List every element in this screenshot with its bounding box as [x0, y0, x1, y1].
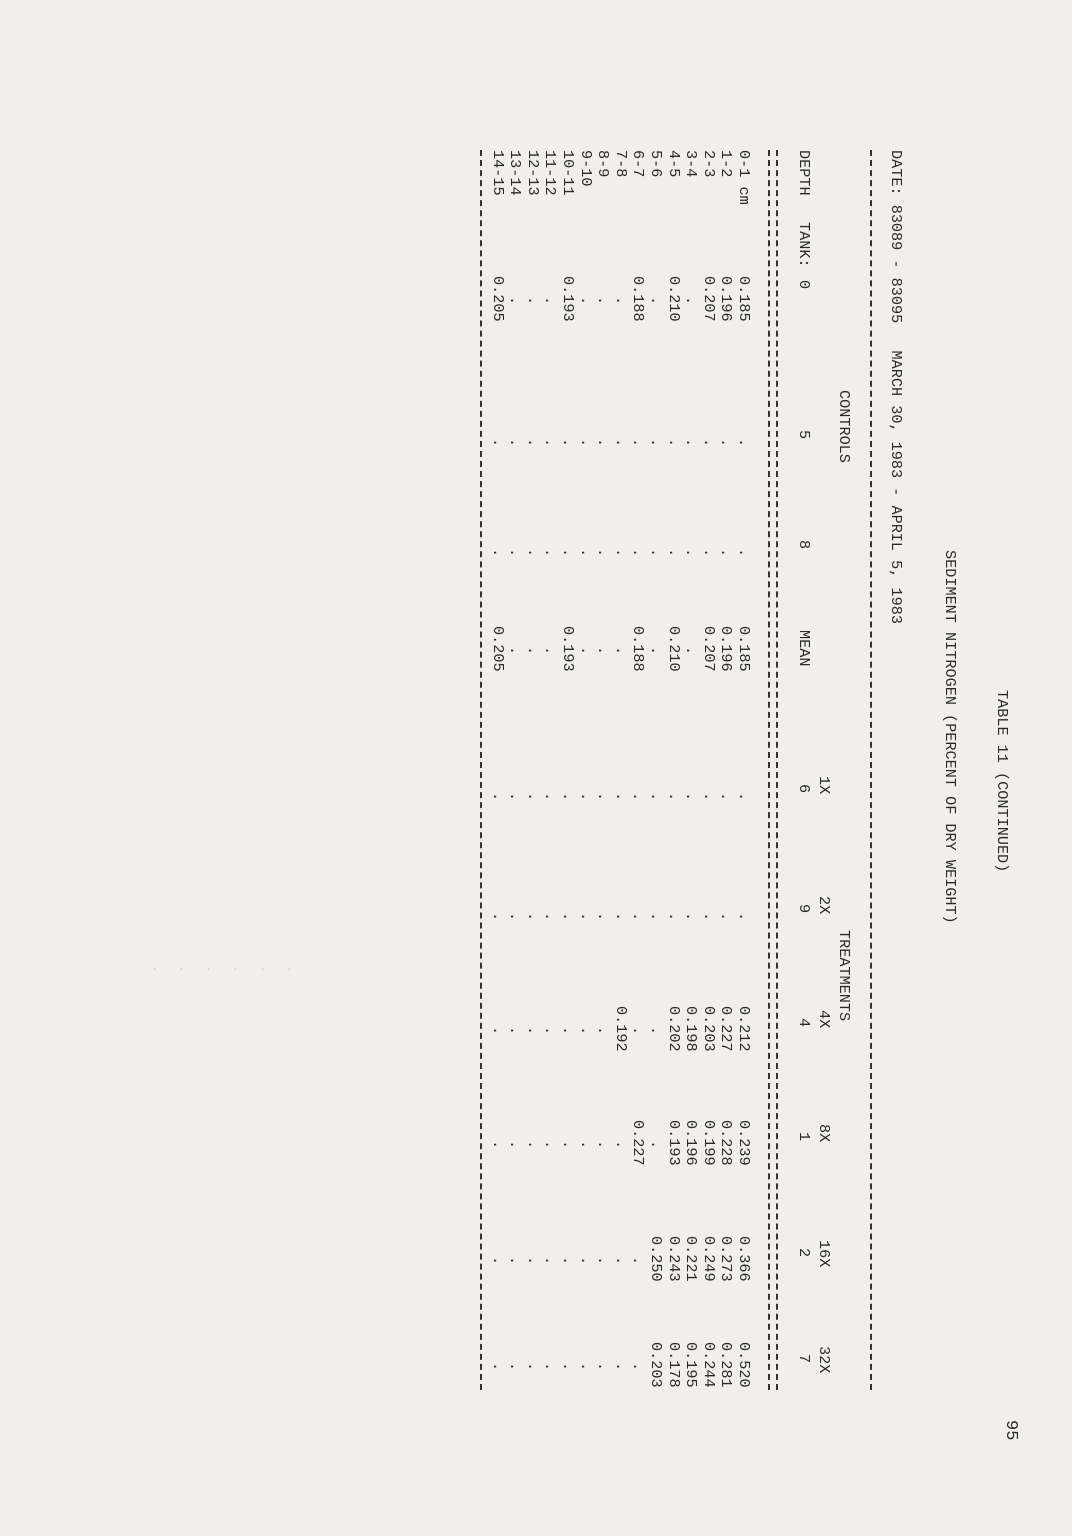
table-cell: . — [576, 296, 595, 306]
table-cell: 0.199 — [699, 1120, 718, 1166]
table-cell: . — [647, 438, 665, 448]
table-cell: 0.207 — [699, 276, 718, 322]
table-cell: . — [682, 438, 701, 448]
table-cell: . — [682, 296, 701, 306]
row-depth: 7-8 — [611, 150, 630, 178]
top-dashed-rule — [870, 150, 872, 1390]
table-cell: . — [717, 438, 736, 448]
column-tank-5: 9 — [795, 904, 813, 914]
table-cell: . — [647, 296, 665, 306]
table-cell: 0.366 — [735, 1236, 753, 1282]
table-cell: . — [611, 1256, 630, 1266]
table-cell: . — [647, 1140, 665, 1150]
table-cell: . — [541, 646, 560, 656]
table-cell: 0.239 — [735, 1120, 753, 1166]
table-cell: . — [576, 1026, 595, 1036]
table-cell: 0.227 — [629, 1120, 648, 1166]
table-cell: . — [559, 1026, 577, 1036]
depth-header: DEPTH — [795, 150, 813, 196]
table-cell: . — [488, 1256, 507, 1266]
table-cell: . — [647, 646, 665, 656]
table-cell: . — [699, 912, 718, 922]
table-cell: . — [594, 792, 613, 802]
table-cell: . — [629, 1256, 648, 1266]
column-tank-2: 8 — [795, 540, 813, 550]
table-cell: . — [594, 1026, 613, 1036]
table-cell: . — [664, 438, 683, 448]
table-cell: . — [594, 1140, 613, 1150]
header-dashed-rule-1 — [776, 150, 778, 1390]
table-cell: . — [594, 1256, 613, 1266]
table-cell: . — [559, 792, 577, 802]
table-cell: . — [523, 1256, 542, 1266]
table-cell: . — [506, 792, 525, 802]
table-cell: . — [682, 548, 701, 558]
group-treatments: TREATMENTS — [835, 930, 853, 1022]
table-cell: . — [541, 296, 560, 306]
column-multiplier-6: 4X — [815, 1010, 833, 1029]
column-tank-0: 0 — [795, 280, 813, 290]
table-cell: . — [699, 438, 718, 448]
table-cell: . — [506, 438, 525, 448]
table-cell: 0.196 — [682, 1120, 701, 1166]
column-multiplier-8: 16X — [815, 1240, 833, 1268]
header-dashed-rule-2 — [768, 150, 770, 1390]
table-cell: . — [506, 1140, 525, 1150]
row-depth: 5-6 — [647, 150, 665, 178]
row-depth: 3-4 — [682, 150, 701, 178]
table-cell: 0.188 — [629, 626, 648, 672]
table-cell: . — [576, 912, 595, 922]
column-tank-7: 1 — [795, 1132, 813, 1142]
table-cell: . — [559, 1362, 577, 1372]
table-cell: . — [488, 1140, 507, 1150]
tank-label: TANK: — [795, 222, 813, 268]
table-cell: . — [647, 1026, 665, 1036]
table-cell: 0.227 — [717, 1006, 736, 1052]
table-cell: . — [611, 1362, 630, 1372]
table-cell: . — [682, 646, 701, 656]
table-cell: . — [717, 912, 736, 922]
rotated-table-sheet — [70, 90, 1011, 1410]
table-cell: . — [682, 792, 701, 802]
table-cell: . — [717, 792, 736, 802]
table-cell: . — [735, 438, 753, 448]
table-cell: . — [735, 912, 753, 922]
table-cell: . — [523, 296, 542, 306]
table-cell: . — [559, 548, 577, 558]
table-cell: . — [664, 792, 683, 802]
row-depth: 9-10 — [576, 150, 595, 187]
table-cell: 0.210 — [664, 626, 683, 672]
table-cell: . — [576, 438, 595, 448]
column-tank-9: 7 — [795, 1354, 813, 1364]
table-cell: . — [506, 912, 525, 922]
table-cell: . — [506, 548, 525, 558]
table-cell: . — [506, 296, 525, 306]
table-cell: . — [647, 548, 665, 558]
row-depth: 4-5 — [664, 150, 683, 178]
row-depth: 11-12 — [541, 150, 560, 196]
column-multiplier-9: 32X — [815, 1346, 833, 1374]
table-cell: 0.520 — [735, 1342, 753, 1388]
table-cell: . — [699, 792, 718, 802]
table-cell: . — [594, 1362, 613, 1372]
table-cell: 0.192 — [611, 1006, 630, 1052]
table-cell: 0.249 — [699, 1236, 718, 1282]
row-depth: 1-2 — [717, 150, 736, 178]
table-cell: . — [506, 646, 525, 656]
table-cell: . — [541, 1026, 560, 1036]
table-cell: . — [629, 1362, 648, 1372]
table-cell: . — [559, 438, 577, 448]
table-cell: 0.185 — [735, 626, 753, 672]
table-cell: . — [629, 438, 648, 448]
table-cell: . — [576, 548, 595, 558]
column-tank-6: 4 — [795, 1018, 813, 1028]
table-cell: . — [576, 646, 595, 656]
row-depth: 2-3 — [699, 150, 718, 178]
table-cell: 0.195 — [682, 1342, 701, 1388]
date-line — [887, 150, 904, 624]
row-depth: 12-13 — [523, 150, 542, 196]
table-cell: . — [488, 792, 507, 802]
table-cell: 0.221 — [682, 1236, 701, 1282]
table-cell: . — [559, 1256, 577, 1266]
table-cell: 0.202 — [664, 1006, 683, 1052]
table-cell: . — [594, 912, 613, 922]
table-cell: 0.207 — [699, 626, 718, 672]
table-cell: . — [523, 548, 542, 558]
table-cell: . — [488, 548, 507, 558]
table-cell: . — [699, 548, 718, 558]
column-tank-4: 6 — [795, 784, 813, 794]
bleed-through-decoration: · · · · · · — [150, 960, 295, 977]
table-cell: . — [541, 792, 560, 802]
date-text: MARCH 30, 1983 - APRIL 5, 1983 — [887, 350, 905, 624]
date-range: 83089 - 83095 — [887, 204, 905, 324]
group-controls: CONTROLS — [835, 390, 853, 463]
table-cell: . — [559, 912, 577, 922]
table-cell: 0.243 — [664, 1236, 683, 1282]
table-cell: . — [523, 912, 542, 922]
column-multiplier-4: 1X — [815, 776, 833, 795]
table-cell: . — [488, 438, 507, 448]
table-cell: . — [611, 912, 630, 922]
table-cell: 0.193 — [559, 276, 577, 322]
table-cell: 0.281 — [717, 1342, 736, 1388]
table-cell: . — [664, 548, 683, 558]
table-cell: . — [488, 1362, 507, 1372]
table-cell: . — [594, 646, 613, 656]
row-depth: 8-9 — [594, 150, 613, 178]
table-cell: . — [523, 1026, 542, 1036]
table-cell: . — [559, 1140, 577, 1150]
table-cell: . — [629, 912, 648, 922]
table-cell: . — [682, 912, 701, 922]
column-multiplier-5: 2X — [815, 896, 833, 915]
table-cell: . — [629, 548, 648, 558]
table-cell: . — [664, 912, 683, 922]
table-cell: 0.205 — [488, 626, 507, 672]
table-cell: 0.193 — [559, 626, 577, 672]
table-cell: . — [576, 1256, 595, 1266]
table-cell: . — [541, 548, 560, 558]
table-cell: 0.196 — [717, 626, 736, 672]
table-cell: . — [523, 1362, 542, 1372]
table-cell: . — [735, 792, 753, 802]
table-cell: . — [541, 1362, 560, 1372]
row-depth: 6-7 — [629, 150, 648, 178]
table-cell: 0.228 — [717, 1120, 736, 1166]
table-cell: . — [629, 792, 648, 802]
bottom-dashed-rule — [480, 150, 482, 1390]
table-cell: . — [647, 912, 665, 922]
table-cell: . — [506, 1256, 525, 1266]
table-cell: . — [611, 296, 630, 306]
table-cell: . — [629, 1026, 648, 1036]
table-cell: . — [523, 438, 542, 448]
page-number: 95 — [1001, 1420, 1020, 1441]
table-cell: 0.193 — [664, 1120, 683, 1166]
table-cell: 0.198 — [682, 1006, 701, 1052]
table-cell: . — [541, 1256, 560, 1266]
table-cell: . — [594, 438, 613, 448]
table-cell: 0.210 — [664, 276, 683, 322]
table-title: TABLE 11 (CONTINUED) — [993, 690, 1011, 873]
table-cell: . — [523, 646, 542, 656]
table-cell: . — [506, 1026, 525, 1036]
table-cell: 0.203 — [647, 1342, 665, 1388]
table-cell: . — [576, 792, 595, 802]
date-label: DATE: — [887, 150, 905, 196]
table-cell: 0.205 — [488, 276, 507, 322]
column-tank-8: 2 — [795, 1248, 813, 1258]
row-depth: 10-11 — [559, 150, 577, 196]
table-cell: 0.188 — [629, 276, 648, 322]
table-cell: . — [594, 548, 613, 558]
row-depth: 14-15 — [488, 150, 507, 196]
table-cell: 0.178 — [664, 1342, 683, 1388]
table-cell: 0.203 — [699, 1006, 718, 1052]
table-cell: 0.250 — [647, 1236, 665, 1282]
table-cell: . — [611, 548, 630, 558]
row-depth: 13-14 — [506, 150, 525, 196]
table-cell: . — [541, 438, 560, 448]
table-cell: . — [611, 792, 630, 802]
table-cell: . — [541, 912, 560, 922]
table-cell: . — [735, 548, 753, 558]
column-tank-1: 5 — [795, 430, 813, 440]
table-cell: . — [506, 1362, 525, 1372]
table-cell: 0.185 — [735, 276, 753, 322]
table-cell: . — [611, 438, 630, 448]
table-cell: . — [488, 912, 507, 922]
table-cell: 0.196 — [717, 276, 736, 322]
table-cell: 0.212 — [735, 1006, 753, 1052]
table-cell: . — [576, 1362, 595, 1372]
table-cell: . — [611, 646, 630, 656]
table-cell: . — [647, 792, 665, 802]
row-depth: 0-1 cm — [735, 150, 753, 205]
table-cell: . — [576, 1140, 595, 1150]
table-cell: . — [523, 792, 542, 802]
table-subtitle: SEDIMENT NITROGEN (PERCENT OF DRY WEIGHT) — [941, 550, 959, 924]
table-cell: 0.244 — [699, 1342, 718, 1388]
column-tank-3: MEAN — [795, 630, 813, 667]
table-cell: . — [541, 1140, 560, 1150]
table-cell: . — [523, 1140, 542, 1150]
table-cell: 0.273 — [717, 1236, 736, 1282]
column-multiplier-7: 8X — [815, 1124, 833, 1143]
table-cell: . — [611, 1140, 630, 1150]
table-cell: . — [594, 296, 613, 306]
table-cell: . — [488, 1026, 507, 1036]
table-cell: . — [717, 548, 736, 558]
